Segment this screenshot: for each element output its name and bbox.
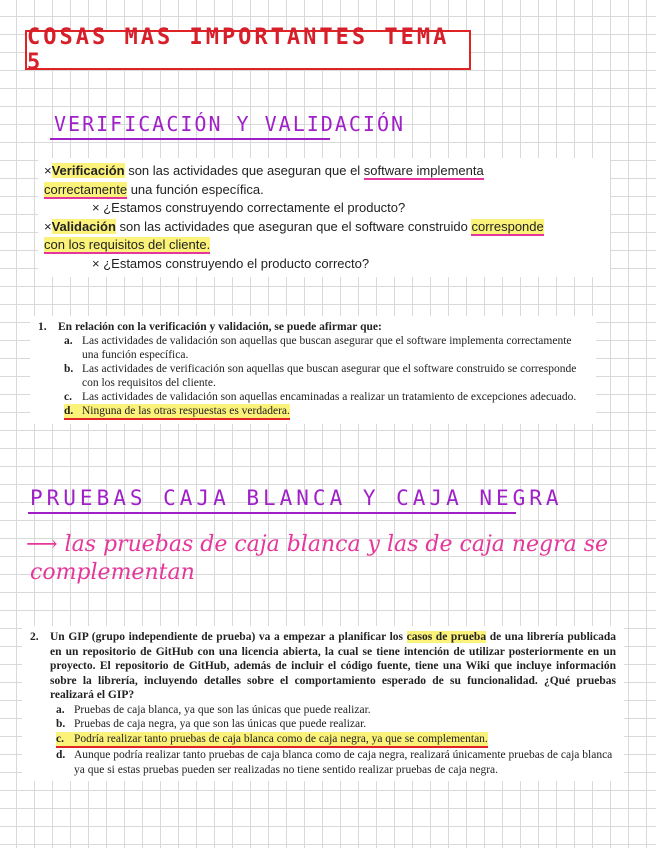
section-heading-pruebas: PRUEBAS CAJA BLANCA Y CAJA NEGRA — [30, 486, 563, 510]
question-text — [50, 630, 616, 703]
question-number: 2. — [30, 631, 39, 643]
option-text: Las actividades de validación son aquellas encaminadas a realizar un tratamiento de excepciones adecuado. — [82, 391, 577, 403]
term-verificacion: Verificación — [51, 163, 125, 178]
term-validacion: Validación — [51, 218, 116, 234]
note-validacion-question: × ¿Estamos construyendo el producto correcto? — [92, 255, 370, 271]
note-text: son las actividades que aseguran que el software construido — [115, 218, 472, 234]
notes-verificacion-validacion — [38, 158, 610, 277]
option-text: Las actividades de validación son aquellas que buscan asegurar que el software implementa correctamente una función específica. — [82, 335, 572, 361]
option-a — [30, 703, 616, 718]
section-underline — [28, 512, 516, 514]
note-verificacion-cont — [44, 181, 604, 200]
option-b — [38, 362, 588, 390]
option-letter: a. — [64, 335, 73, 347]
note-underlined: software implementa — [363, 163, 484, 178]
option-letter: c. — [64, 391, 72, 403]
option-text: Pruebas de caja blanca, ya que son las únicas que puede realizar. — [74, 703, 371, 716]
note-underlined: con los requisitos del cliente. — [44, 237, 211, 252]
option-letter: c. — [56, 732, 74, 749]
option-text-correct: Ninguna de las otras respuestas es verdadera. — [82, 404, 290, 420]
option-text-correct: Podría realizar tanto pruebas de caja blanca como de caja negra, ya que se complementan. — [74, 732, 488, 749]
option-letter: b. — [56, 718, 66, 730]
note-text: son las actividades que aseguran que el — [124, 163, 364, 178]
option-letter: d. — [64, 404, 82, 420]
section-underline — [50, 138, 330, 140]
page-title: COSAS MAS IMPORTANTES TEMA 5 — [27, 25, 450, 75]
note-validacion — [44, 218, 604, 237]
option-d — [38, 404, 588, 420]
note-text: una función específica. — [127, 181, 264, 197]
option-c — [30, 732, 616, 749]
option-text: Pruebas de caja negra, ya que son las únicas que puede realizar. — [74, 718, 367, 730]
note-verificacion — [44, 162, 604, 181]
question-stem — [30, 630, 616, 703]
bullet-mark: × — [44, 218, 52, 234]
page-title-box — [25, 25, 471, 75]
question-text-highlight: casos de prueba — [406, 631, 487, 643]
question-text-part: de una librería publicada en un repositorio de GitHub con una licencia abierta, la cual se tiene intención de utilizar posteriormente en un proyecto. El repositorio de GitHub, además de incluir el código fuente, tiene una Wiki que incluye información sobre la librería, incluyendo detalles sobre el comportamiento esperado de su funcionalidad. ¿Qué pruebas realizará el GIP? — [50, 631, 616, 701]
note-verificacion-question: × ¿Estamos construyendo correctamente el producto? — [92, 200, 406, 215]
option-b — [30, 717, 616, 732]
note-text: las pruebas de caja blanca y las de caja negra se — [64, 532, 609, 557]
note-underlined: correctamente — [44, 181, 128, 197]
question-text: En relación con la verificación y validación, se puede afirmar que: — [58, 321, 382, 333]
section-heading-verificacion: VERIFICACIÓN Y VALIDACIÓN — [54, 112, 406, 136]
option-d — [30, 748, 616, 777]
note-validacion-cont — [44, 236, 604, 255]
option-c — [38, 390, 588, 404]
option-text: Aunque podría realizar tanto pruebas de caja blanca como de caja negra, realizará únicamente pruebas de caja blanca ya que si estas pruebas pueden ser realizadas no tiene sentido realizar pruebas de caja negra. — [74, 749, 613, 776]
question-text-part: Un GIP (grupo independiente de prueba) va a empezar a planificar los — [50, 631, 407, 643]
handwritten-note-line2: complementan — [30, 560, 195, 585]
arrow-icon: ⟶ — [26, 532, 58, 557]
option-text: Las actividades de verificación son aquellas que buscan asegurar que el software construido se corresponde con los requisitos del cliente. — [82, 363, 577, 389]
option-letter: d. — [56, 749, 66, 761]
question-2 — [22, 626, 624, 781]
bullet-mark: × — [44, 163, 52, 178]
question-stem — [38, 320, 588, 334]
question-number: 1. — [38, 321, 47, 333]
option-a — [38, 334, 588, 362]
handwritten-note-line1 — [26, 532, 608, 557]
option-letter: b. — [64, 363, 74, 375]
option-letter: a. — [56, 703, 65, 716]
question-1 — [30, 316, 596, 424]
note-underlined: corresponde — [471, 218, 544, 234]
